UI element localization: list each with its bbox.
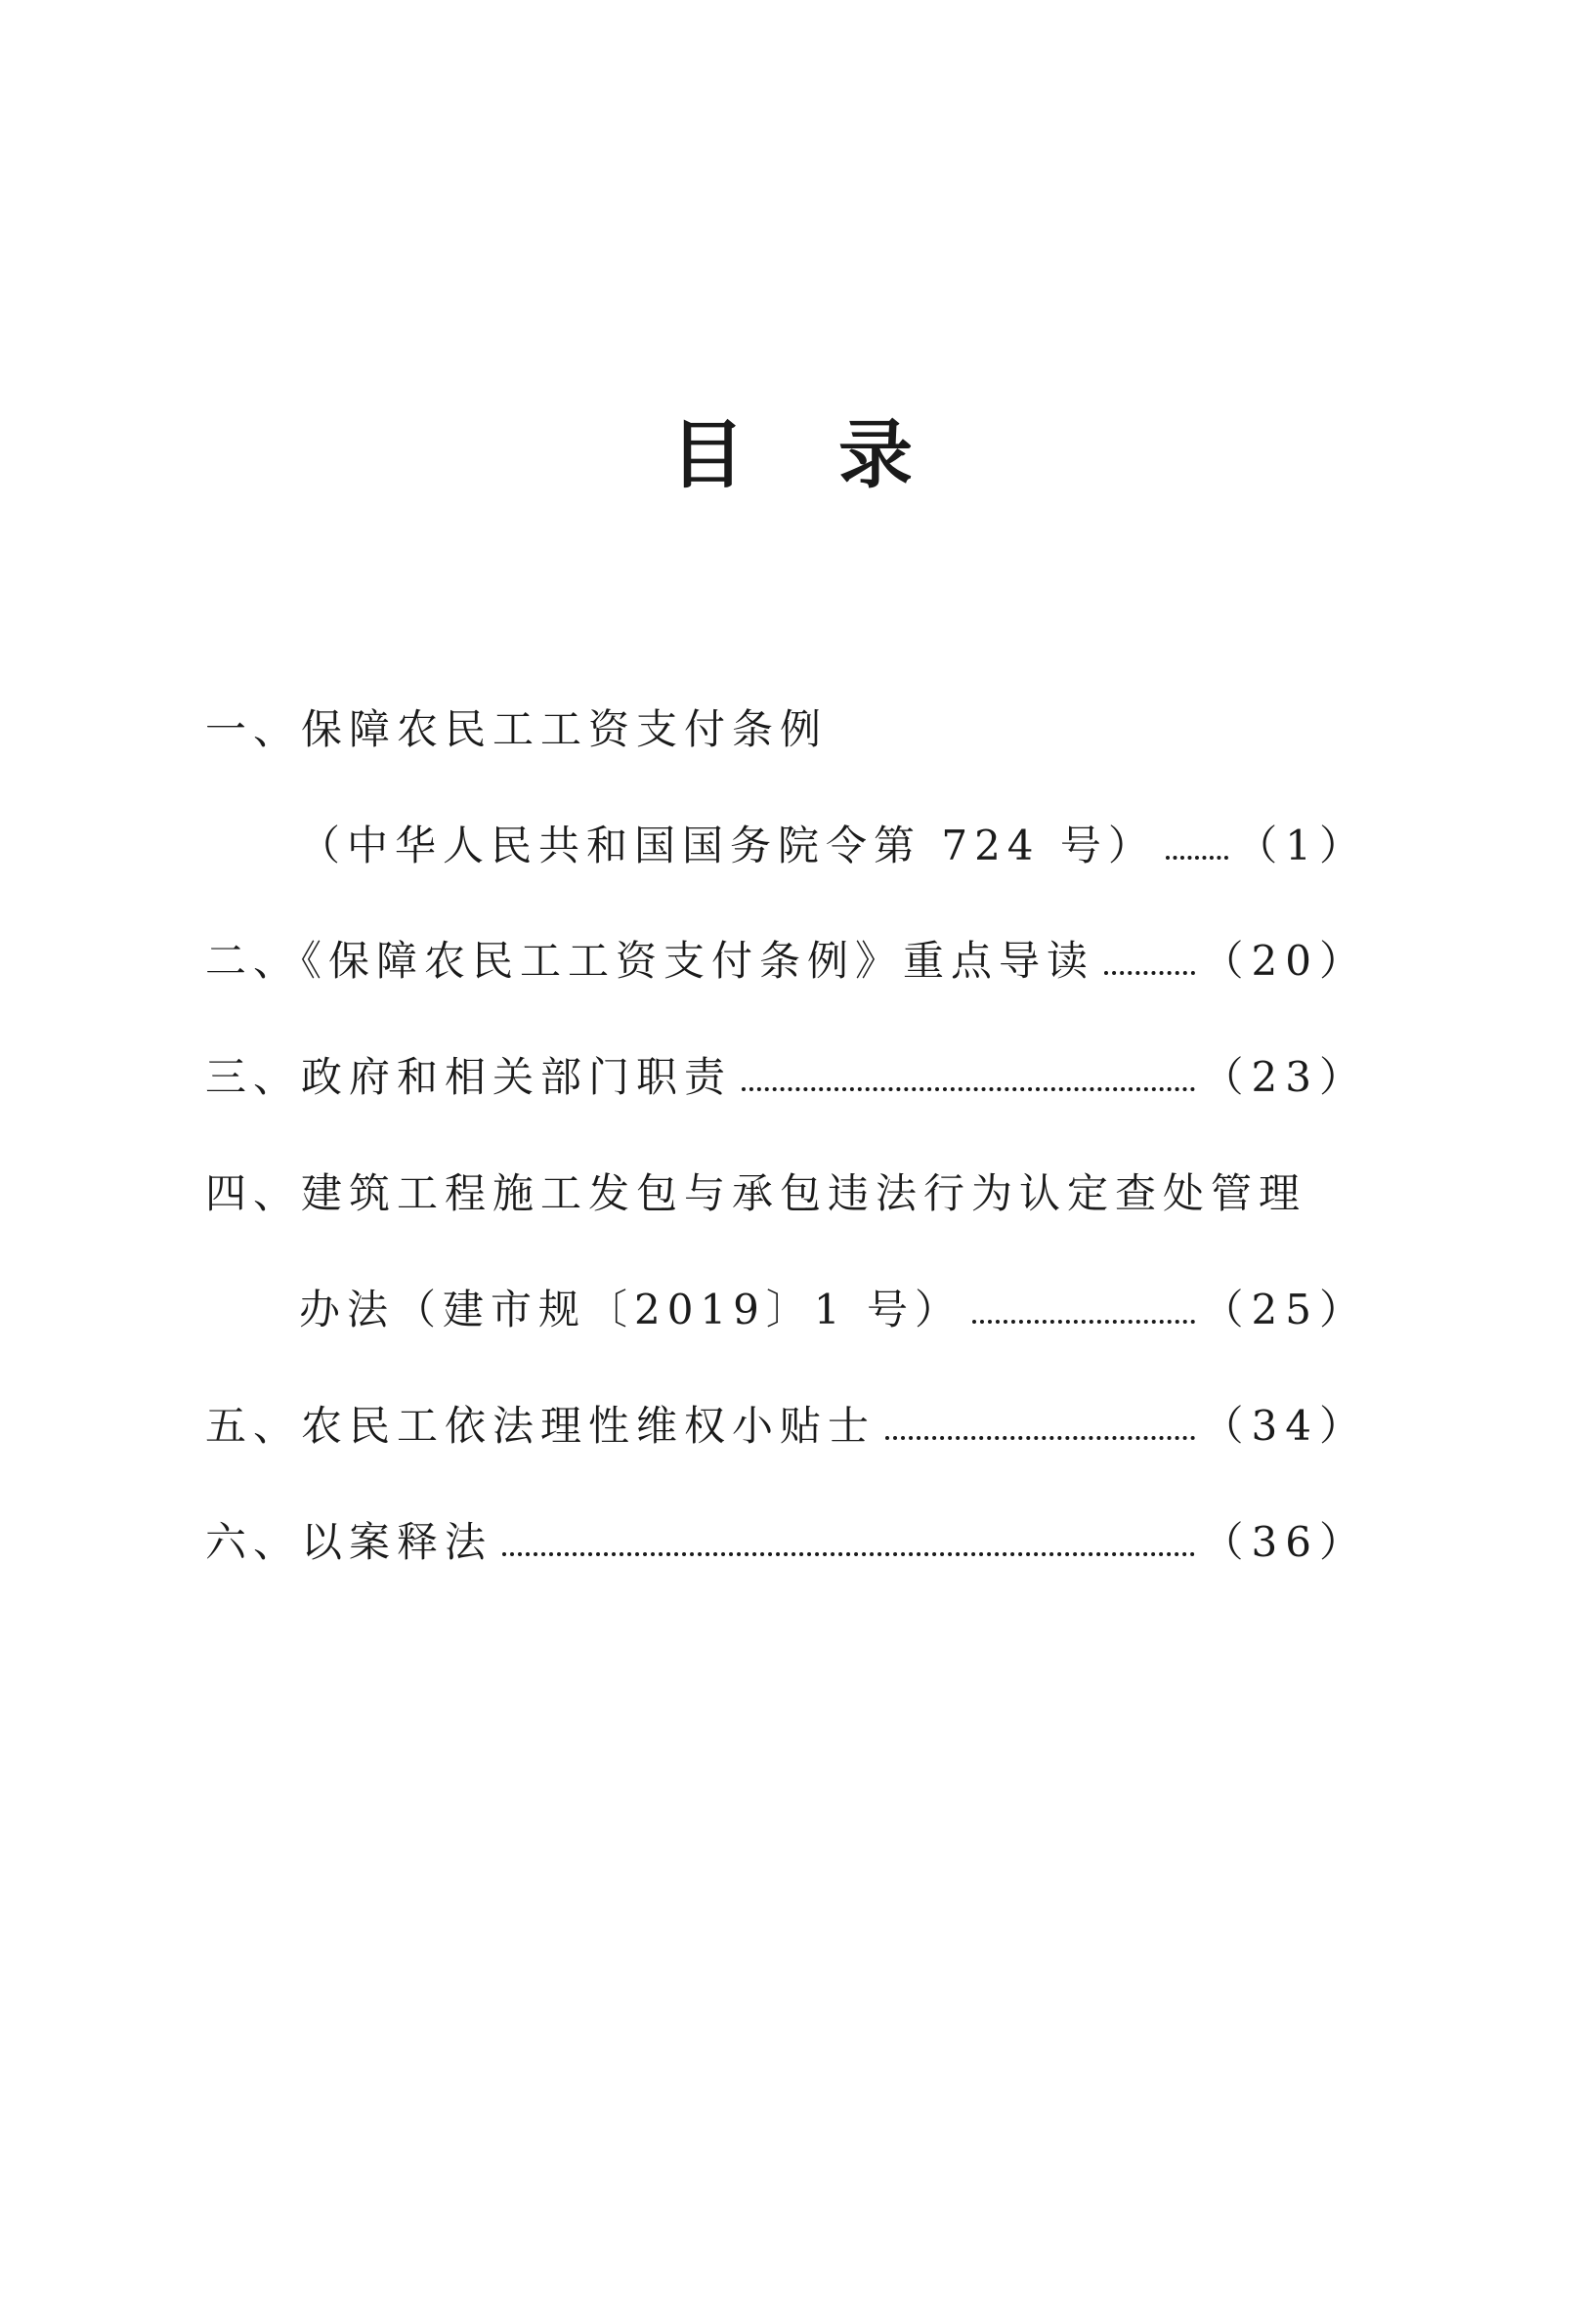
toc-entry-label: 六、以案释法 xyxy=(205,1518,493,1566)
toc-entry-label: 二、《保障农民工工资支付条例》重点导读 xyxy=(205,937,1095,985)
page-title xyxy=(0,411,1583,498)
toc-entry-1-heading[interactable] xyxy=(205,700,1368,759)
toc-entry-label: 一、保障农民工工资支付条例 xyxy=(205,705,829,753)
dot-leader xyxy=(885,1436,1195,1440)
title-char-2: 录 xyxy=(838,411,913,498)
toc-entry-5[interactable] xyxy=(205,1397,1368,1456)
toc-page-number: （23） xyxy=(1202,1053,1368,1101)
dot-leader xyxy=(1166,856,1228,860)
dot-leader xyxy=(502,1552,1195,1556)
toc-entry-label: 办法（建市规〔2019〕1 号） xyxy=(299,1286,963,1333)
toc-entry-label: 四、建筑工程施工发包与承包违法行为认定查处管理 xyxy=(205,1169,1307,1217)
toc-page-number: （20） xyxy=(1202,937,1368,985)
toc-entry-4-heading[interactable] xyxy=(205,1164,1368,1223)
toc-entry-2[interactable] xyxy=(205,932,1368,991)
toc-page-number: （25） xyxy=(1202,1286,1368,1333)
toc-page-number: （34） xyxy=(1202,1402,1368,1450)
toc-page-number: （1） xyxy=(1236,822,1368,869)
toc-entry-label: 五、农民工依法理性维权小贴士 xyxy=(205,1402,877,1450)
toc-entry-4[interactable] xyxy=(205,1281,1368,1339)
title-char-1: 目 xyxy=(670,411,745,498)
toc-entry-6[interactable] xyxy=(205,1513,1368,1572)
dot-leader xyxy=(972,1320,1195,1324)
toc-entry-label: 三、政府和相关部门职责 xyxy=(205,1053,733,1101)
dot-leader xyxy=(742,1087,1195,1091)
toc-entry-label: （中华人民共和国国务院令第 724 号） xyxy=(299,822,1156,869)
dot-leader xyxy=(1104,971,1195,975)
toc-entry-3[interactable] xyxy=(205,1048,1368,1107)
toc-entry-1[interactable] xyxy=(205,817,1368,875)
toc-page-number: （36） xyxy=(1202,1518,1368,1566)
